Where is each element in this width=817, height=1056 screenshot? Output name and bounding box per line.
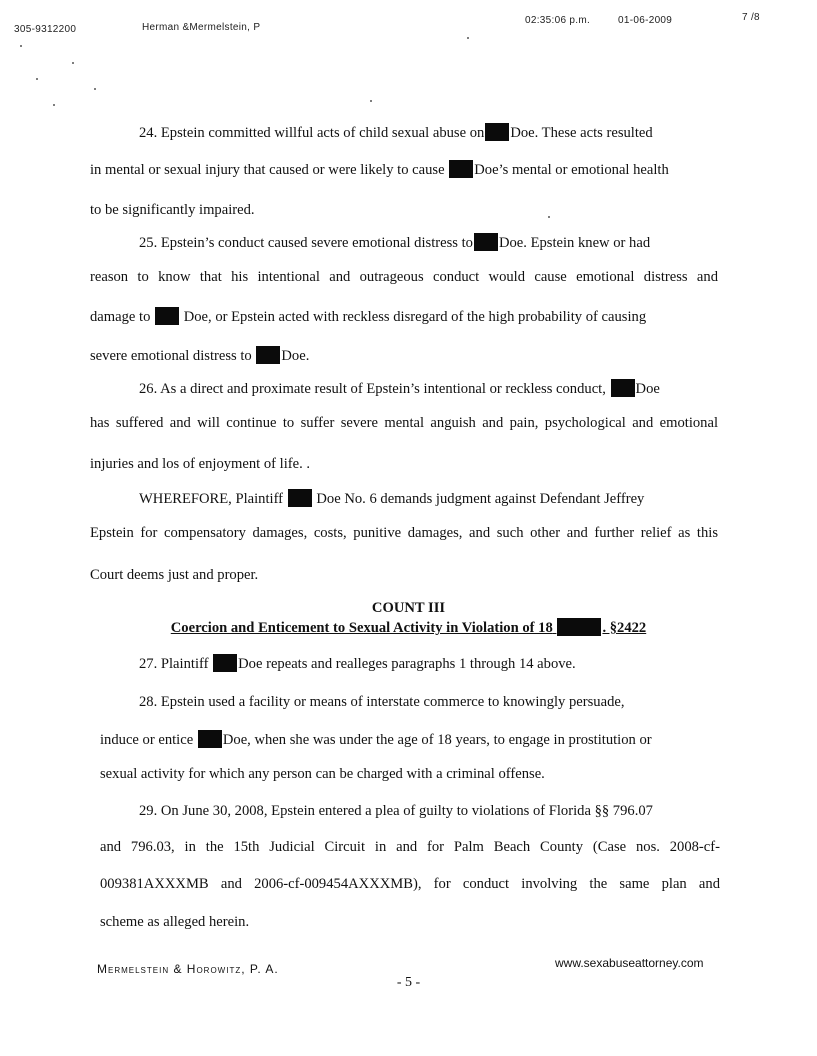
p25-line2: reason to know that his intentional and outrageous conduct would cause emotional distress and — [90, 269, 718, 285]
count-subtitle: Coercion and Enticement to Sexual Activity in Violation of 18 . §2422 — [170, 620, 647, 636]
p24-line2: in mental or sexual injury that caused or were likely to cause Doe’s mental or emotional health — [90, 162, 669, 178]
p29-line2: and 796.03, in the 15th Judicial Circuit in and for Palm Beach County (Case nos. 2008-cf- — [100, 839, 720, 855]
p28-line2: induce or entice Doe, when she was under the age of 18 years, to engage in prostitution or — [100, 732, 652, 748]
redaction — [155, 307, 179, 325]
p28-line1: 28. Epstein used a facility or means of interstate commerce to knowingly persuade, — [139, 694, 625, 710]
wherefore-line3: Court deems just and proper. — [90, 567, 259, 583]
wherefore-line1: WHEREFORE, Plaintiff Doe No. 6 demands judgment against Defendant Jeffrey — [139, 491, 645, 507]
redaction — [288, 489, 312, 507]
redaction — [449, 160, 473, 178]
p25-line1: 25. Epstein’s conduct caused severe emotional distress to Doe. Epstein knew or had — [139, 235, 651, 251]
fax-number: 305-9312200 — [14, 24, 77, 35]
redaction — [485, 123, 509, 141]
count-title: COUNT III — [371, 600, 446, 616]
p26-line3: injuries and los of enjoyment of life. . — [90, 456, 311, 472]
redaction — [198, 730, 222, 748]
p25-line4: severe emotional distress to Doe. — [90, 348, 310, 364]
redaction — [474, 233, 498, 251]
p28-line3: sexual activity for which any person can be charged with a criminal offense. — [100, 766, 545, 782]
fax-sender: Herman &Mermelstein, P — [142, 22, 261, 33]
p24-line1: 24. Epstein committed willful acts of child sexual abuse on Doe. These acts resulted — [139, 125, 653, 141]
page-number: - 5 - — [396, 975, 421, 990]
redaction — [213, 654, 237, 672]
fax-date: 01-06-2009 — [618, 15, 673, 26]
p26-line1: 26. As a direct and proximate result of Epstein’s intentional or reckless conduct, Doe — [139, 381, 660, 397]
fax-time: 02:35:06 p.m. — [525, 15, 591, 26]
redaction — [256, 346, 280, 364]
p24-line3: to be significantly impaired. — [90, 202, 255, 218]
p29-line3: 009381AXXXMB and 2006-cf-009454AXXXMB), for conduct involving the same plan and — [100, 876, 720, 892]
p29-line4: scheme as alleged herein. — [100, 914, 250, 930]
p26-line2: has suffered and will continue to suffer severe mental anguish and pain, psychological and emotional — [90, 415, 718, 431]
fax-page: 7 /8 — [742, 12, 760, 23]
p29-line1: 29. On June 30, 2008, Epstein entered a plea of guilty to violations of Florida §§ 796.07 — [139, 803, 653, 819]
redaction — [557, 618, 601, 636]
p25-line3: damage to Doe, or Epstein acted with reckless disregard of the high probability of causing — [90, 309, 647, 325]
wherefore-line2: Epstein for compensatory damages, costs, punitive damages, and such other and further relief as this — [90, 525, 718, 541]
p27-line1: 27. Plaintiff Doe repeats and realleges paragraphs 1 through 14 above. — [139, 656, 576, 672]
footer-url: www.sexabuseattorney.com — [555, 956, 704, 970]
footer-firm: Mermelstein & Horowitz, P. A. — [97, 962, 279, 976]
redaction — [611, 379, 635, 397]
